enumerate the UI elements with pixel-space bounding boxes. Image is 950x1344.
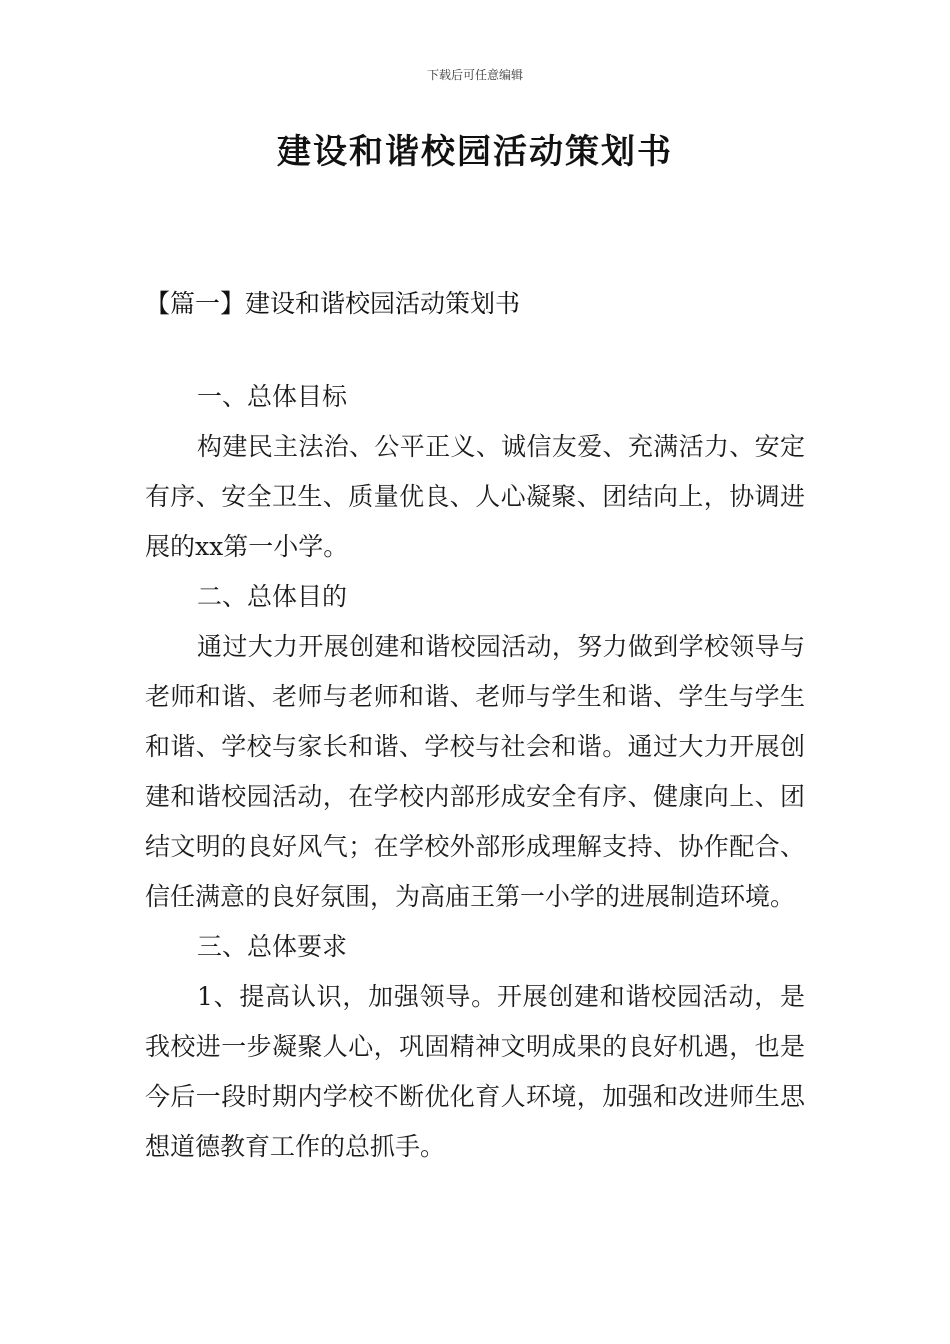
- paragraph-requirement-1: 1、提高认识，加强领导。开展创建和谐校园活动，是我校进一步凝聚人心，巩固精神文明成果的良好机遇，也是今后一段时期内学校不断优化育人环境，加强和改进师生思想道德教育工作的总抓手。: [145, 982, 805, 1161]
- paragraph-overall-goal: 构建民主法治、公平正义、诚信友爱、充满活力、安定有序、安全卫生、质量优良、人心凝聚、团结向上，协调进展的xx第一小学。: [145, 432, 805, 561]
- heading-overall-purpose: 二、总体目的: [197, 582, 348, 611]
- header-note: 下载后可任意编辑: [426, 68, 523, 82]
- heading-overall-goal: 一、总体目标: [197, 382, 348, 411]
- paragraph-overall-purpose: 通过大力开展创建和谐校园活动，努力做到学校领导与老师和谐、老师与老师和谐、老师与学生和谐、学生与学生和谐、学校与家长和谐、学校与社会和谐。通过大力开展创建和谐校园活动，在学校内部形成安全有序、健康向上、团结文明的良好风气；在学校外部形成理解支持、协作配合、信任满意的良好氛围，为高庙王第一小学的进展制造环境。: [145, 632, 805, 911]
- document-title: 建设和谐校园活动策划书: [277, 132, 673, 172]
- document-body: [145, 372, 805, 1172]
- section-label: 【篇一】建设和谐校园活动策划书: [145, 289, 521, 318]
- heading-overall-requirements: 三、总体要求: [197, 932, 348, 961]
